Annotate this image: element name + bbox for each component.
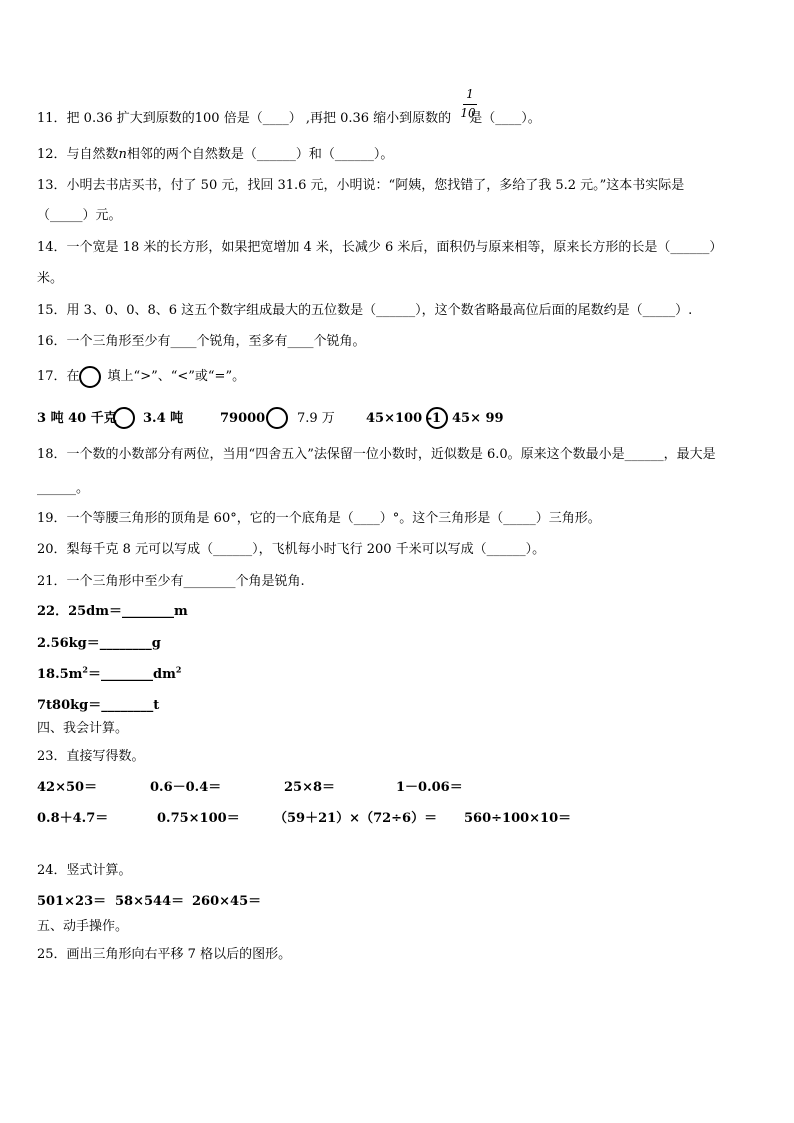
conversion-3-unit: dm: [153, 667, 176, 682]
question-13-line2: （_____）元。: [37, 208, 122, 223]
compare-circle-2[interactable]: [266, 407, 288, 429]
conversion-3-blank[interactable]: ________: [101, 667, 154, 682]
calc-1-2: 0.6－0.4＝: [150, 780, 222, 795]
question-14-line2: 米。: [37, 271, 64, 286]
question-12: [37, 146, 393, 164]
conversion-3-unit-sup: 2: [175, 664, 182, 675]
conversion-4-blank[interactable]: ________: [101, 698, 154, 713]
vertical-calc-3: 260×45＝: [192, 894, 262, 909]
compare-item-2-left: 79000: [220, 411, 266, 426]
conversion-4-left: 7t80kg＝: [37, 698, 102, 713]
question-12-text: 12．与自然数: [37, 147, 119, 162]
question-22-label: 22．: [37, 604, 69, 619]
question-15: 15．用 3、0、0、8、6 这五个数字组成最大的五位数是（______），这个数省略最高位后面的尾数约是（_____）.: [37, 303, 693, 318]
conversion-1-blank[interactable]: ________: [122, 604, 175, 619]
conversion-3-sup: 2: [82, 664, 88, 675]
compare-circle-icon[interactable]: [79, 366, 101, 388]
conversion-2-blank[interactable]: ________: [99, 636, 152, 651]
vertical-calc-2: 58×544＝: [115, 894, 185, 909]
question-11-text: 11．把 0.36 扩大到原数的100 倍是（____） ,再把 0.36 缩小到原数的: [37, 111, 452, 126]
question-19: 19．一个等腰三角形的顶角是 60°，它的一个底角是（____）°。这个三角形是（_____）三角形。: [37, 511, 601, 526]
question-17: [37, 368, 245, 386]
question-11-tail: 是（____）。: [469, 111, 541, 126]
question-20: 20．梨每千克 8 元可以写成（______），飞机每小时飞行 200 千米可以写成（______）。: [37, 542, 546, 557]
compare-circle-1[interactable]: [113, 407, 135, 429]
question-18-line2: ______。: [37, 481, 90, 496]
question-23-title: 23．直接写得数。: [37, 749, 145, 764]
conversion-4-unit: t: [153, 698, 160, 713]
question-22-line2: [37, 635, 161, 653]
question-17-prefix: 17．在: [37, 369, 80, 384]
question-22-line3: [37, 666, 181, 684]
question-16: 16．一个三角形至少有____个锐角，至多有____个锐角。: [37, 334, 366, 349]
question-12-rest: 相邻的两个自然数是（______）和（______）。: [126, 147, 394, 162]
section-four-heading: 四、我会计算。: [37, 721, 129, 736]
question-18-line1: 18．一个数的小数部分有两位，当用“四舍五入”法保留一位小数时，近似数是 6.0。原来这个数最小是______，最大是: [37, 447, 716, 462]
compare-circle-3[interactable]: [426, 407, 448, 429]
variable-n: n: [118, 147, 127, 162]
question-22-line4: [37, 697, 159, 715]
conversion-1-unit: m: [174, 604, 188, 619]
calc-1-1: 42×50＝: [37, 780, 98, 795]
calc-1-4: 1－0.06＝: [396, 780, 463, 795]
question-14-line1: 14．一个宽是 18 米的长方形，如果把宽增加 4 米，长减少 6 米后，面积仍与原来相等，原来长方形的长是（______）: [37, 240, 723, 255]
vertical-calc-1: 501×23＝: [37, 894, 107, 909]
calc-2-4: 560÷100×10＝: [464, 811, 572, 826]
conversion-3-left: 18.5m: [37, 667, 83, 682]
compare-item-2-right: 7.9 万: [297, 411, 335, 426]
fraction-denominator: 10: [460, 106, 476, 120]
question-17-suffix: 填上“>”、“<”或“=”。: [107, 369, 246, 384]
conversion-2-left: 2.56kg＝: [37, 636, 100, 651]
calc-2-1: 0.8＋4.7＝: [37, 811, 109, 826]
compare-item-1-right: 3.4 吨: [143, 411, 184, 426]
question-11: [37, 110, 541, 128]
compare-item-3-right: 45× 99: [452, 411, 504, 426]
fraction-numerator: 1: [466, 87, 474, 101]
question-21: 21．一个三角形中至少有________个角是锐角.: [37, 574, 305, 589]
calc-2-3: （59＋21）×（72÷6）＝: [274, 811, 438, 826]
fraction-bar: [463, 104, 477, 105]
conversion-2-unit: g: [151, 636, 161, 651]
compare-item-1-left: 3 吨 40 千克: [37, 411, 117, 426]
question-25: 25．画出三角形向右平移 7 格以后的图形。: [37, 947, 292, 962]
section-five-heading: 五、动手操作。: [37, 919, 129, 934]
compare-item-3-left: 45×100 -1: [366, 411, 442, 426]
conversion-1-left: 25dm＝: [68, 604, 123, 619]
calc-1-3: 25×8＝: [284, 780, 336, 795]
calc-2-2: 0.75×100＝: [157, 811, 240, 826]
question-22-line1: [37, 603, 188, 621]
question-24-title: 24．竖式计算。: [37, 863, 132, 878]
question-13-line1: 13．小明去书店买书，付了 50 元，找回 31.6 元，小明说：“阿姨，您找错了，多给了我 5.2 元。”这本书实际是: [37, 178, 685, 193]
conversion-3-eq: ＝: [88, 667, 102, 682]
